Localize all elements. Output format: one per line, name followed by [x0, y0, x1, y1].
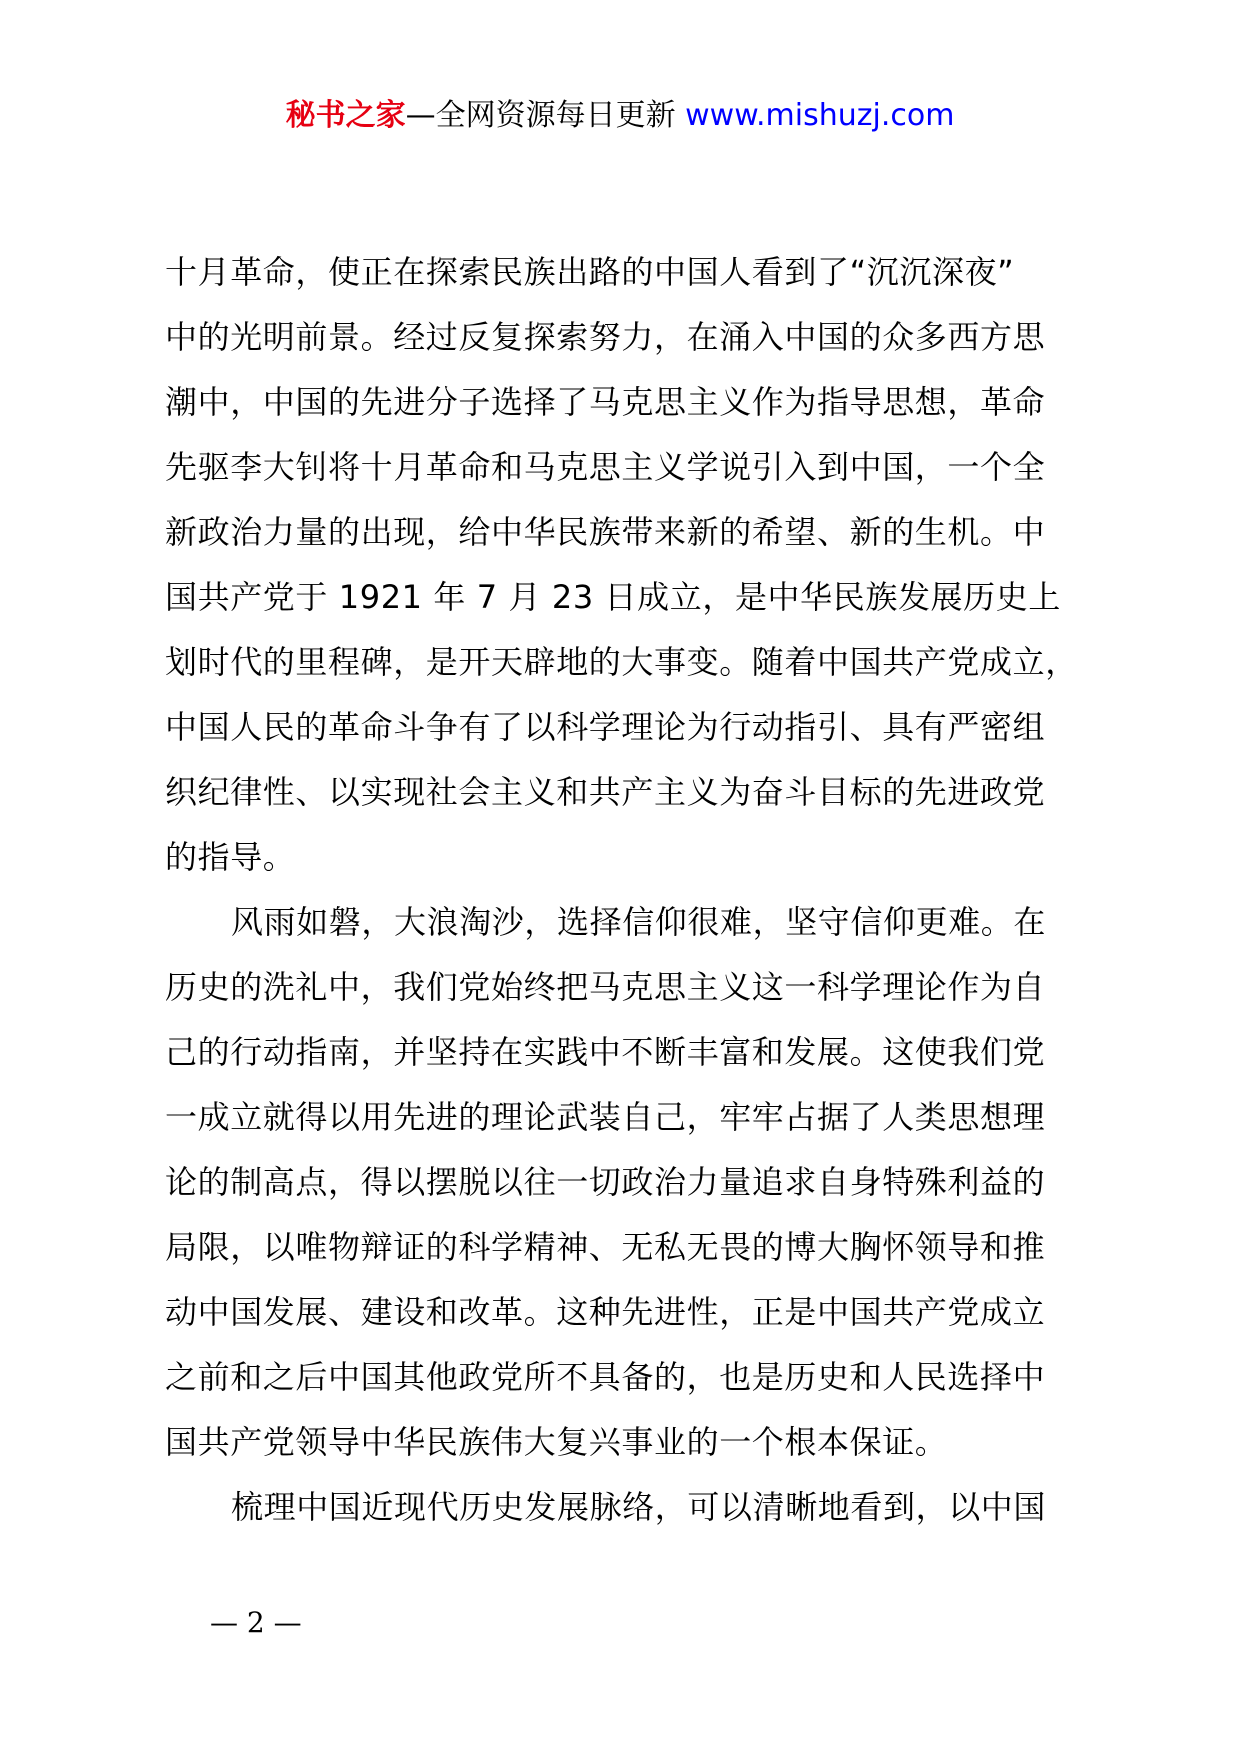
text-line: 己的行动指南，并坚持在实践中不断丰富和发展。这使我们党 [165, 1033, 1046, 1071]
text-line: 之前和之后中国其他政党所不具备的，也是历史和人民选择中 [165, 1358, 1046, 1396]
text-line: 的指导。 [165, 838, 296, 876]
text-line: 国共产党领导中华民族伟大复兴事业的一个根本保证。 [165, 1423, 948, 1461]
paragraph-start-line: 梳理中国近现代历史发展脉络，可以清晰地看到，以中国 [231, 1488, 1047, 1526]
text-line: 局限，以唯物辩证的科学精神、无私无畏的博大胸怀领导和推 [165, 1228, 1046, 1266]
text-line: 先驱李大钊将十月革命和马克思主义学说引入到中国，一个全 [165, 448, 1046, 486]
site-header [0, 96, 1240, 136]
text-line: 论的制高点，得以摆脱以往一切政治力量追求自身特殊利益的 [165, 1163, 1046, 1201]
text-line: 国共产党于 1921 年 7 月 23 日成立，是中华民族发展历史上 [165, 578, 1061, 616]
text-line: 中的光明前景。经过反复探索努力，在涌入中国的众多西方思 [165, 318, 1046, 356]
site-url-link[interactable]: www.mishuzj.com [685, 98, 955, 133]
text-line: 划时代的里程碑，是开天辟地的大事变。随着中国共产党成立， [165, 643, 1078, 681]
text-line: 一成立就得以用先进的理论武装自己，牢牢占据了人类思想理 [165, 1098, 1046, 1136]
page-number: — 2 — [210, 1606, 302, 1639]
paragraph-start-line: 风雨如磐，大浪淘沙，选择信仰很难，坚守信仰更难。在 [231, 903, 1047, 941]
site-brand: 秘书之家 [285, 98, 406, 133]
document-body [165, 240, 1105, 1540]
text-line: 织纪律性、以实现社会主义和共产主义为奋斗目标的先进政党 [165, 773, 1046, 811]
text-line: 动中国发展、建设和改革。这种先进性，正是中国共产党成立 [165, 1293, 1046, 1331]
text-line: 中国人民的革命斗争有了以科学理论为行动指引、具有严密组 [165, 708, 1046, 746]
text-line: 潮中，中国的先进分子选择了马克思主义作为指导思想，革命 [165, 383, 1046, 421]
text-line: 十月革命，使正在探索民族出路的中国人看到了“沉沉深夜” [165, 253, 1015, 291]
site-tagline: —全网资源每日更新 [405, 98, 676, 133]
text-line: 新政治力量的出现，给中华民族带来新的希望、新的生机。中 [165, 513, 1046, 551]
text-line: 历史的洗礼中，我们党始终把马克思主义这一科学理论作为自 [165, 968, 1046, 1006]
